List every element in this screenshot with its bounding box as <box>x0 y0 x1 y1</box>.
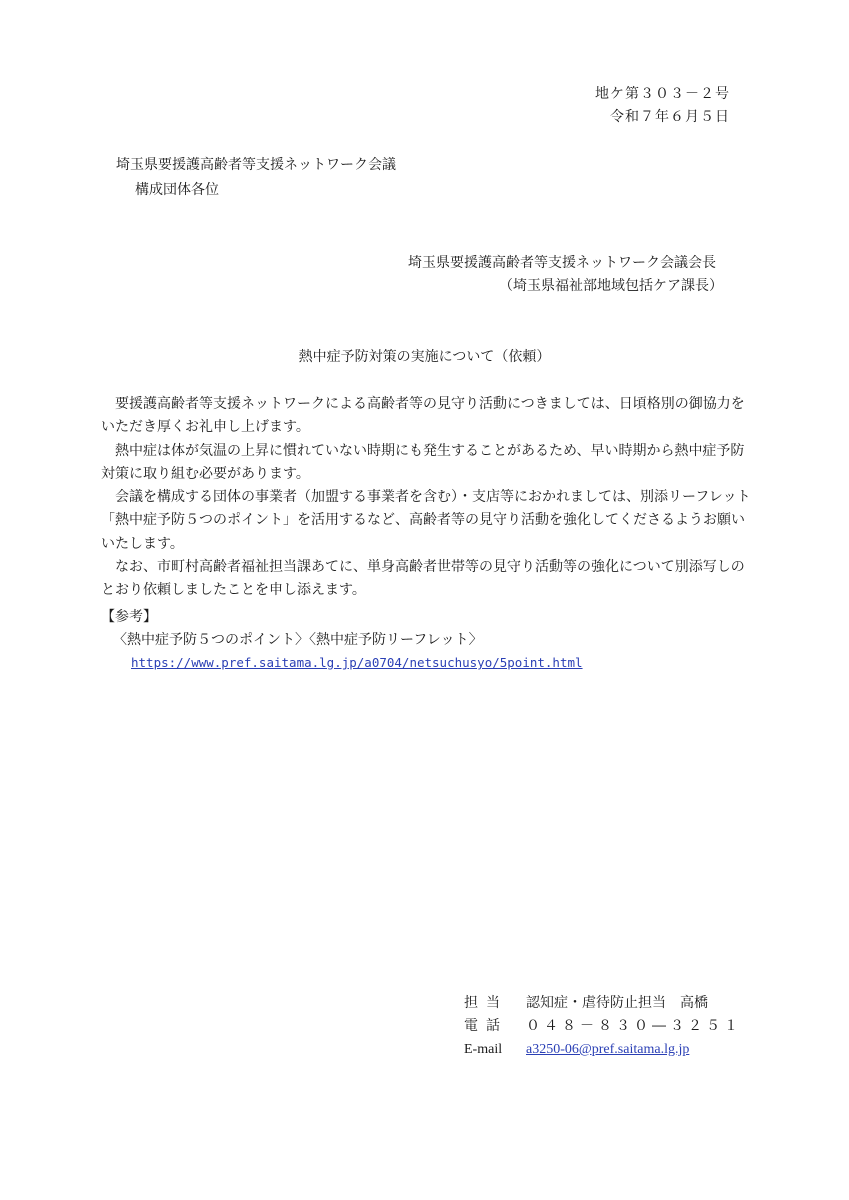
contact-email-row <box>464 1038 742 1061</box>
reference-link[interactable]: https://www.pref.saitama.lg.jp/a0704/netsuchusyo/5point.html <box>131 655 583 670</box>
recipient-members: 構成団体各位 <box>135 182 219 198</box>
contact-phone-label: 電話 <box>464 1018 508 1034</box>
recipient-organization: 埼玉県要援護高齢者等支援ネットワーク会議 <box>116 157 396 173</box>
body-paragraph-3: 会議を構成する団体の事業者（加盟する事業者を含む）・支店等におかれましては、別添リーフレット「熱中症予防５つのポイント」を活用するなど、高齢者等の見守り活動を強化してくださるようお願いいたします。 <box>101 489 751 552</box>
document-date: 令和７年６月５日 <box>610 109 730 125</box>
reference-leaflets: 〈熱中症予防５つのポイント〉〈熱中症予防リーフレット〉 <box>113 632 483 648</box>
document-subject: 熱中症予防対策の実施について（依頼） <box>298 349 551 365</box>
body-paragraph-4: なお、市町村高齢者福祉担当課あてに、単身高齢者世帯等の見守り活動等の強化について別添写しのとおり依頼しましたことを申し添えます。 <box>101 559 745 599</box>
contact-person-value: 認知症・虐待防止担当 高橋 <box>526 995 708 1011</box>
contact-email-link[interactable]: a3250-06@pref.saitama.lg.jp <box>526 1042 690 1057</box>
document-body <box>101 393 751 603</box>
contact-person-row <box>464 992 742 1015</box>
contact-phone-row <box>464 1015 742 1038</box>
sender-organization: 埼玉県要援護高齢者等支援ネットワーク会議会長 <box>408 255 716 271</box>
body-paragraph-1: 要援護高齢者等支援ネットワークによる高齢者等の見守り活動につきましては、日頃格別の御協力をいただき厚くお礼申し上げます。 <box>101 396 745 436</box>
contact-person-label: 担当 <box>464 995 508 1011</box>
contact-email-label: E-mail <box>464 1042 503 1057</box>
contact-block <box>464 992 742 1061</box>
sender-title: （埼玉県福祉部地域包括ケア課長） <box>499 278 723 294</box>
body-paragraph-2: 熱中症は体が気温の上昇に慣れていない時期にも発生することがあるため、早い時期から熱中症予防対策に取り組む必要があります。 <box>101 442 745 482</box>
reference-heading: 【参考】 <box>101 609 157 625</box>
contact-phone-value: ０４８－８３０―３２５１ <box>526 1018 742 1034</box>
document-number: 地ケ第３０３－２号 <box>595 86 730 102</box>
